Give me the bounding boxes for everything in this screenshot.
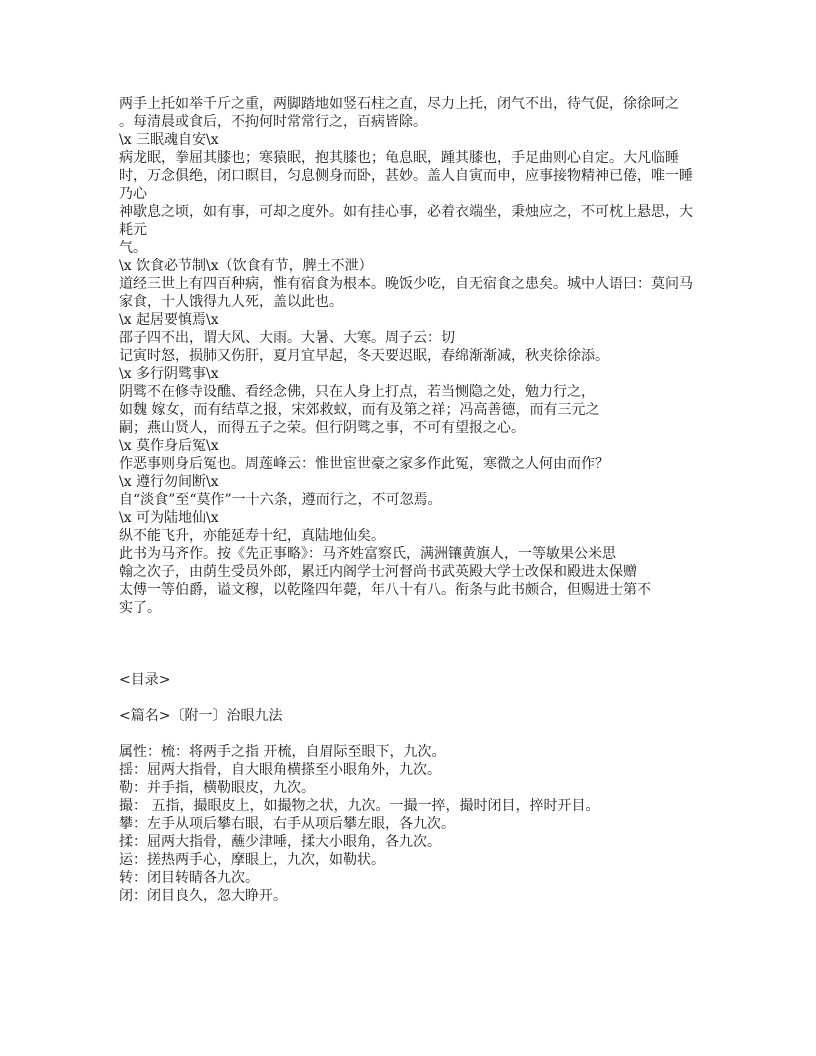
text-line: 作恶事则身后冤也。周莲峰云：惟世宦世豪之家多作此冤，寒微之人何由而作？ [119,456,609,472]
text-line: 闭：闭目良久，忽大睁开。 [119,888,287,904]
text-line: 气。 [119,240,147,256]
text-line: 太傅一等伯爵，谥文穆，以乾隆四年薨，年八十有八。衔条与此书颇合，但赐进士第不 [119,582,651,598]
section-heading: \x 三眠魂自安\x [119,132,219,148]
text-line: 运：搓热两手心，摩眼上，九次，如勒状。 [119,852,385,868]
text-line: 攀：左手从项后攀右眼，右手从项后攀左眼，各九次。 [119,816,455,832]
section-heading: \x 莫作身后冤\x [119,438,219,454]
text-line: 自“淡食”至“莫作”一十六条，遵而行之，不可忽焉。 [119,492,442,508]
text-line: 。每清晨或食后，不拘何时常常行之，百病皆除。 [119,114,427,130]
text-line: 揺：屈两大指骨，自大眼角横搽至小眼角外，九次。 [119,762,441,778]
text-line: 此书为马齐作。按《先正事略》：马齐姓富察氏，满洲镶黄旗人，一等敏果公米思 [119,546,616,562]
text-line: 嗣；燕山贤人，而得五子之荣。但行阴骘之事，不可有望报之心。 [119,420,525,436]
text-line: 邵子四不出，谓大风、大雨。大暑、大寒。周子云：切 [119,330,455,346]
text-line: 揉：屈两大指骨，蘸少津唾，揉大小眼角，各九次。 [119,834,441,850]
section-heading: \x 遵行勿间断\x [119,474,219,490]
section-heading: \x 饮食必节制\x（饮食有节，脾土不泄） [119,258,373,274]
text-line: 纵不能飞升，亦能延寿十纪，真陆地仙矣。 [119,528,385,544]
document-page [119,95,709,905]
text-line: 两手上托如举千斤之重，两脚踏地如竖石柱之直，尽力上托，闭气不出，待气促，徐徐呵之 [119,96,679,112]
text-line: 勒：并手指，横勒眼皮，九次。 [119,780,315,796]
text-line: 时，万念俱绝，闭口瞑目，匀息侧身而卧，甚妙。盖人自寅而申，应事接物精神已倦，唯一睡 [119,168,693,184]
text-line: 如魏 嫁女，而有结草之报，宋郊救蚁，而有及第之祥；冯高善德，而有三元之 [119,402,600,418]
text-line: 记寅时怒，损肺又伤肝，夏月宜早起，冬天要迟眠，春绵渐渐减，秋夹徐徐添。 [119,348,609,364]
text-line: 家食，十人饿得九人死，盖以此也。 [119,294,343,310]
text-line: 耗元 [119,222,147,238]
text-line: 翰之次子，由荫生受员外郎，累迁内阁学士河督尚书武英殿大学士改保和殿进太保赠 [119,564,637,580]
text-line: 转：闭目转睛各九次。 [119,870,259,886]
section-heading: \x 起居要慎焉\x [119,312,219,328]
toc-label: <目录> [119,672,171,688]
section-heading: \x 可为陆地仙\x [119,510,219,526]
section-heading: \x 多行阴骘事\x [119,366,219,382]
text-line: 神歇息之顷，如有事，可却之度外。如有挂心事，必着衣端坐，秉烛应之，不可枕上悬思，大 [119,204,693,220]
chapter-title: <篇名>〔附一〕治眼九法 [119,708,283,724]
text-line: 阴骘不在修寺设醮、看经念佛，只在人身上打点，若当恻隐之处，勉力行之， [119,384,595,400]
text-line: 乃心 [119,186,147,202]
body-text-section [119,95,709,617]
text-line: 病龙眠，拳屈其膝也；寒猿眠，抱其膝也；龟息眠，踵其膝也，手足曲则心自定。大凡临睡 [119,150,679,166]
text-line: 撮： 五指，撮眼皮上，如撮物之状，九次。一撮一捽，撮时闭目，捽时开目。 [119,798,600,814]
text-line: 道经三世上有四百种病，惟有宿食为根本。晚饭少吃，自无宿食之患矣。城中人语曰：莫问马 [119,276,693,292]
text-line: 实了。 [119,600,161,616]
text-line: 属性：梳：将两手之指 开梳，自眉际至眼下，九次。 [119,744,446,760]
eye-methods-section [119,743,709,905]
